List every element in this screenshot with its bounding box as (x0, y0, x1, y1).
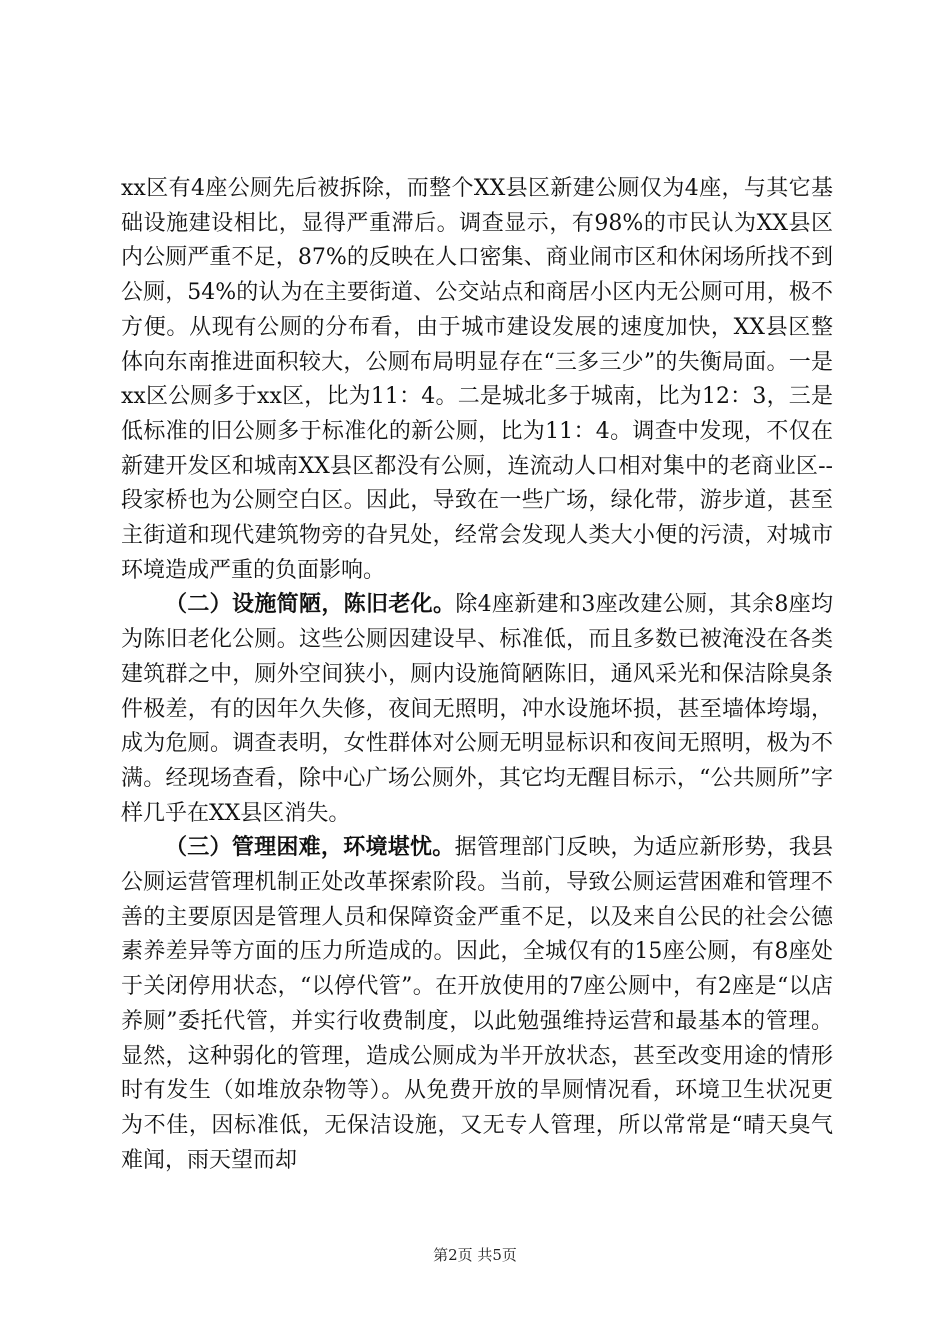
paragraph-3 (121, 831, 833, 1178)
paragraph-3-text: 据管理部门反映，为适应新形势，我县公厕运营管理机制正处改革探索阶段。当前，导致公厕运营困难和管理不善的主要原因是管理人员和保障资金严重不足，以及来自公民的社会公德素养差异等方面的压力所造成的。因此，全城仅有的15座公厕，有8座处于关闭停用状态，“以停代管”。在开放使用的7座公厕中，有2座是“以店养厕”委托代管，并实行收费制度，以此勉强维持运营和最基本的管理。显然，这种弱化的管理，造成公厕成为半开放状态，甚至改变用途的情形时有发生（如堆放杂物等）。从免费开放的旱厕情况看，环境卫生状况更为不佳，因标准低，无保洁设施，又无专人管理，所以常常是“晴天臭气难闻，雨天望而却 (121, 835, 833, 1173)
section-heading-2: （二）设施简陋，陈旧老化。 (165, 592, 456, 618)
paragraph-1-text: xx区有4座公厕先后被拆除，而整个XX县区新建公厕仅为4座，与其它基础设施建设相比，显得严重滞后。调查显示，有98%的市民认为XX县区内公厕严重不足，87%的反映在人口密集、商业闹市区和休闲场所找不到公厕，54%的认为在主要街道、公交站点和商居小区内无公厕可用，极不方便。从现有公厕的分布看，由于城市建设发展的速度加快，XX县区整体向东南推进面积较大，公厕布局明显存在“三多三少”的失衡局面。一是xx区公厕多于xx区，比为11：4。二是城北多于城南，比为12：3，三是低标准的旧公厕多于标准化的新公厕，比为11：4。调查中发现，不仅在新建开发区和城南XX县区都没有公厕，连流动人口相对集中的老商业区--段家桥也为公厕空白区。因此，导致在一些广场，绿化带，游步道，甚至主街道和现代建筑物旁的旮旯处，经常会发现人类大小便的污渍，对城市环境造成严重的负面影响。 (121, 176, 833, 583)
page-number: 第2页 共5页 (433, 1246, 517, 1264)
section-heading-3: （三）管理困难，环境堪忧。 (165, 835, 455, 861)
paragraph-2 (121, 588, 833, 831)
page-footer (0, 1244, 950, 1265)
document-body (121, 172, 833, 1178)
paragraph-1 (121, 172, 833, 588)
paragraph-2-text: 除4座新建和3座改建公厕，其余8座均为陈旧老化公厕。这些公厕因建设早、标准低，而且多数已被淹没在各类建筑群之中，厕外空间狭小，厕内设施简陋陈旧，通风采光和保洁除臭条件极差，有的因年久失修，夜间无照明，冲水设施坏损，甚至墙体垮塌，成为危厕。调查表明，女性群体对公厕无明显标识和夜间无照明，极为不满。经现场查看，除中心广场公厕外，其它均无醒目标示，“公共厕所”字样几乎在XX县区消失。 (121, 592, 833, 826)
